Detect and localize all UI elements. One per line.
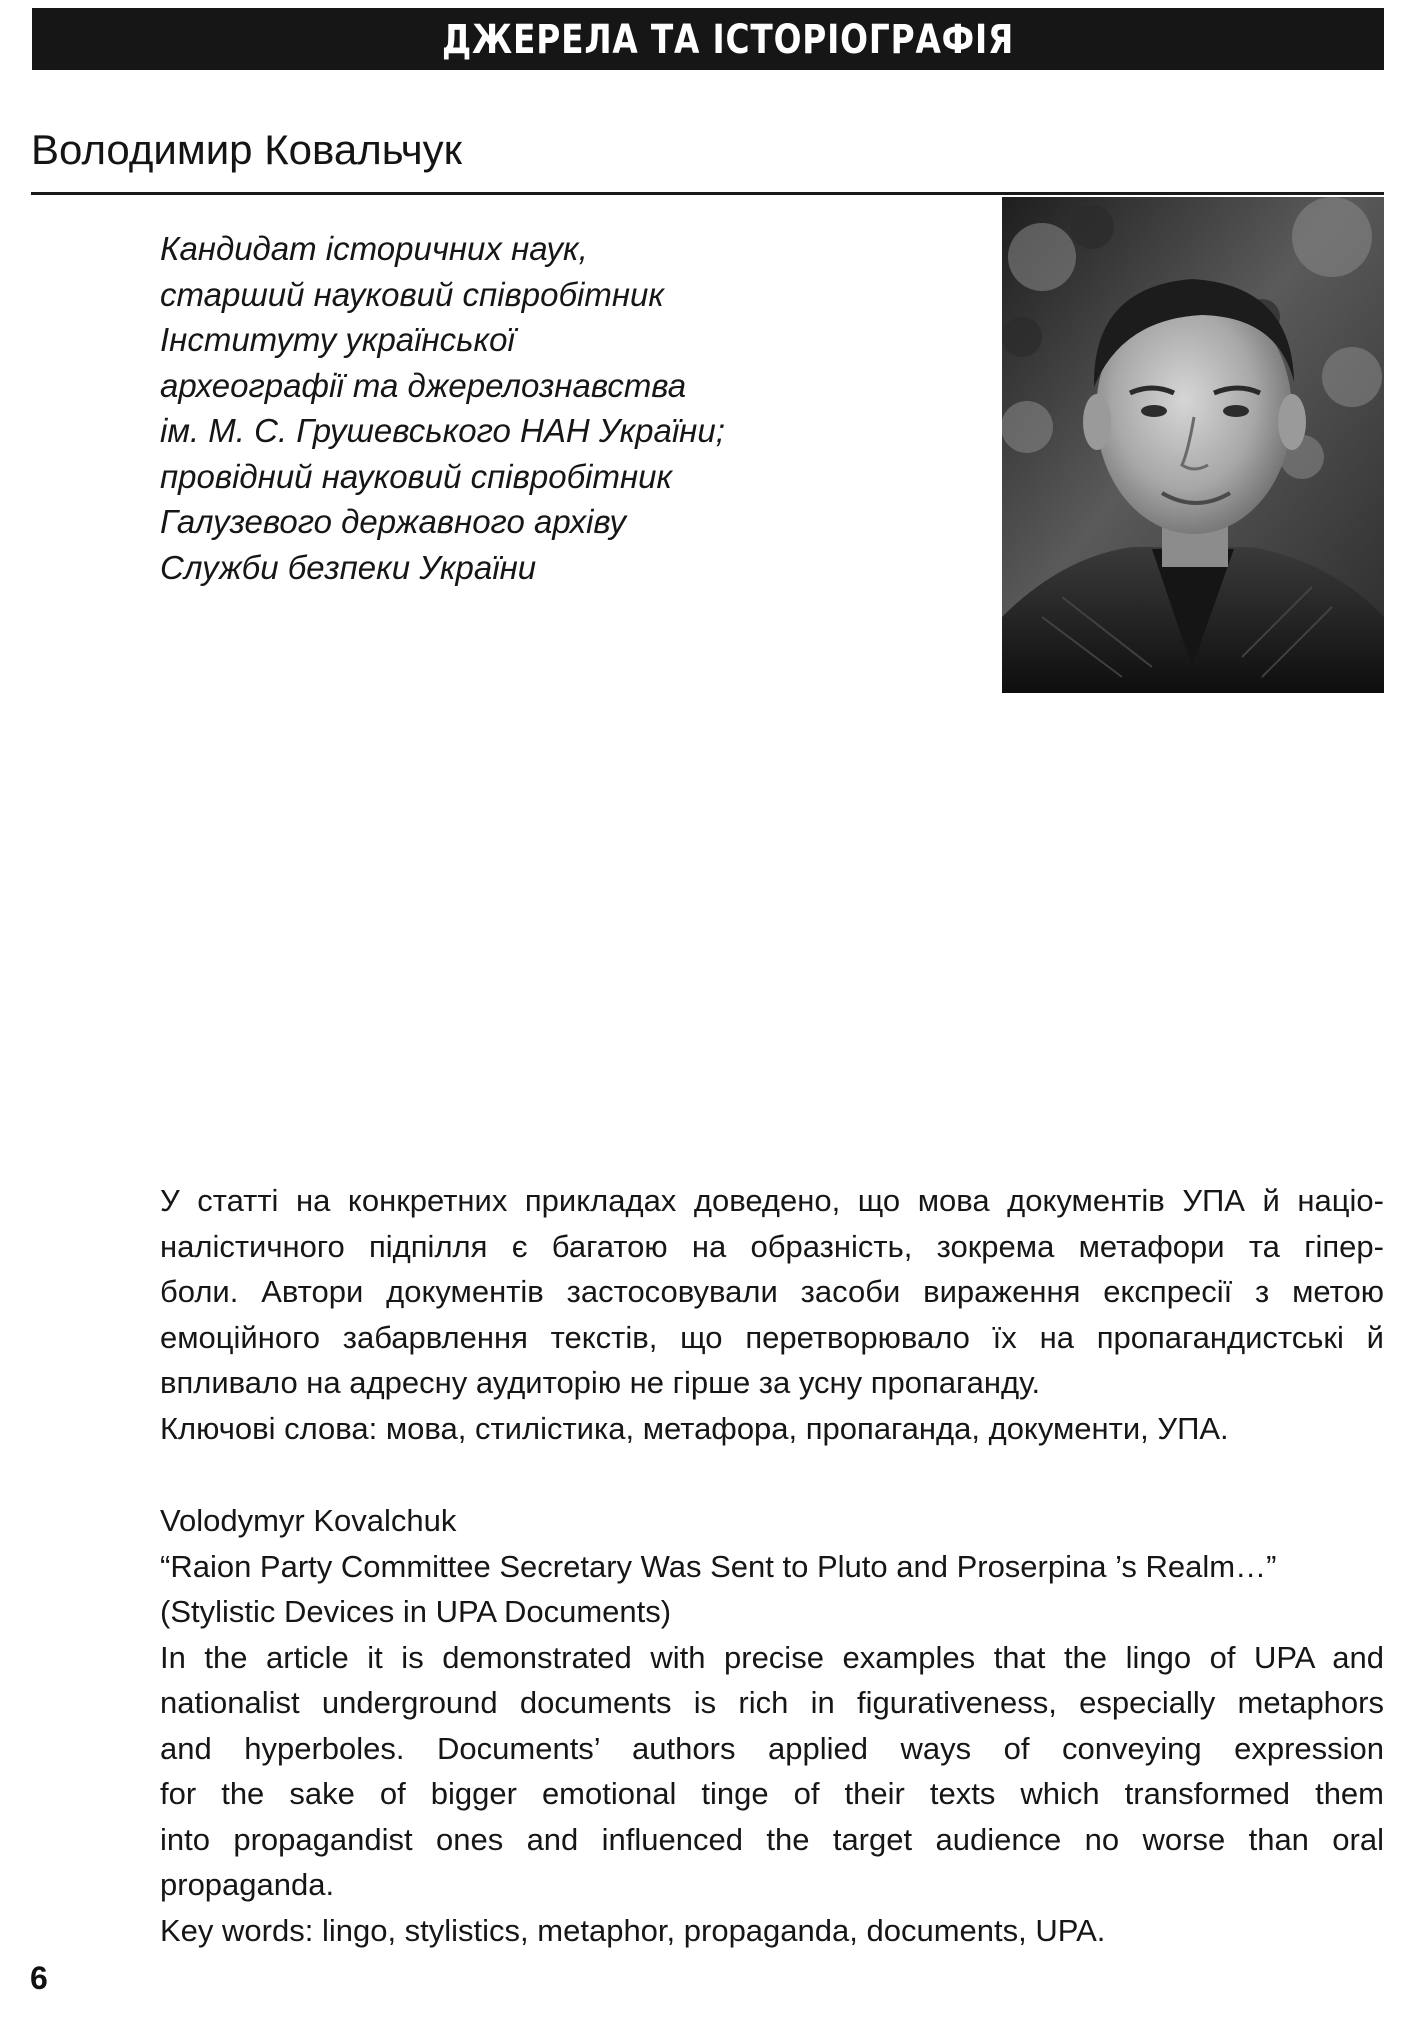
abstract-line: for the sake of bigger emotional tinge of their texts which transformed them xyxy=(160,1776,1384,1811)
section-title: ДЖЕРЕЛА ТА ІСТОРІОГРАФІЯ xyxy=(442,17,1015,63)
english-author: Volodymyr Kovalchuk xyxy=(160,1503,457,1538)
abstract-line: In the article it is demonstrated with precise examples that the lingo of UPA and xyxy=(160,1639,1384,1675)
affiliation-line: Служби безпеки України xyxy=(160,548,537,586)
english-title: “Raion Party Committee Secretary Was Sent to Pluto and Proserpina ’s Realm…” xyxy=(160,1548,1277,1584)
abstract-line: into propagandist ones and influenced the target audience no worse than oral xyxy=(160,1821,1384,1857)
abstract-line: налістичного підпілля є багатою на образність, зокрема метафори та гіпер- xyxy=(160,1228,1384,1264)
abstract-ukrainian xyxy=(160,1178,1384,1451)
abstract-line: впливало на адресну аудиторію не гірше за усну пропаганду. xyxy=(160,1365,1041,1400)
abstract-line: nationalist underground documents is rich in figurativeness, especially metaphors xyxy=(160,1685,1384,1720)
abstract-english xyxy=(160,1498,1384,1953)
author-affiliation xyxy=(160,226,980,590)
affiliation-line: ім. М. С. Грушевського НАН України; xyxy=(160,412,725,449)
affiliation-line: провідний науковий співробітник xyxy=(160,457,673,495)
portrait-photo xyxy=(1002,197,1384,693)
keywords-ukrainian: Ключові слова: мова, стилістика, метафора, пропаганда, документи, УПА. xyxy=(160,1410,1229,1446)
abstract-line: propaganda. xyxy=(160,1867,335,1902)
page-number: 6 xyxy=(30,1960,48,1996)
affiliation-line: Галузевого державного архіву xyxy=(160,503,627,540)
affiliation-line: Кандидат історичних наук, xyxy=(160,230,588,267)
abstract-line: У статті на конкретних прикладах доведено, що мова документів УПА й націо- xyxy=(160,1183,1384,1218)
section-header-bar xyxy=(32,8,1384,70)
affiliation-line: Інституту української xyxy=(160,321,515,358)
affiliation-line: старший науковий співробітник xyxy=(160,275,664,313)
author-portrait xyxy=(1002,197,1384,693)
english-subtitle: (Stylistic Devices in UPA Documents) xyxy=(160,1594,672,1629)
abstract-line: емоційного забарвлення текстів, що перетворювало їх на пропагандистські й xyxy=(160,1319,1384,1355)
affiliation-line: археографії та джерелознавства xyxy=(160,366,687,404)
author-name: Володимир Ковальчук xyxy=(31,126,463,173)
header-divider xyxy=(31,192,1384,195)
keywords-english: Key words: lingo, stylistics, metaphor, propaganda, documents, UPA. xyxy=(160,1912,1106,1948)
abstract-line: боли. Автори документів застосовували засоби вираження експресії з метою xyxy=(160,1274,1384,1309)
abstract-line: and hyperboles. Documents’ authors applied ways of conveying expression xyxy=(160,1730,1384,1766)
